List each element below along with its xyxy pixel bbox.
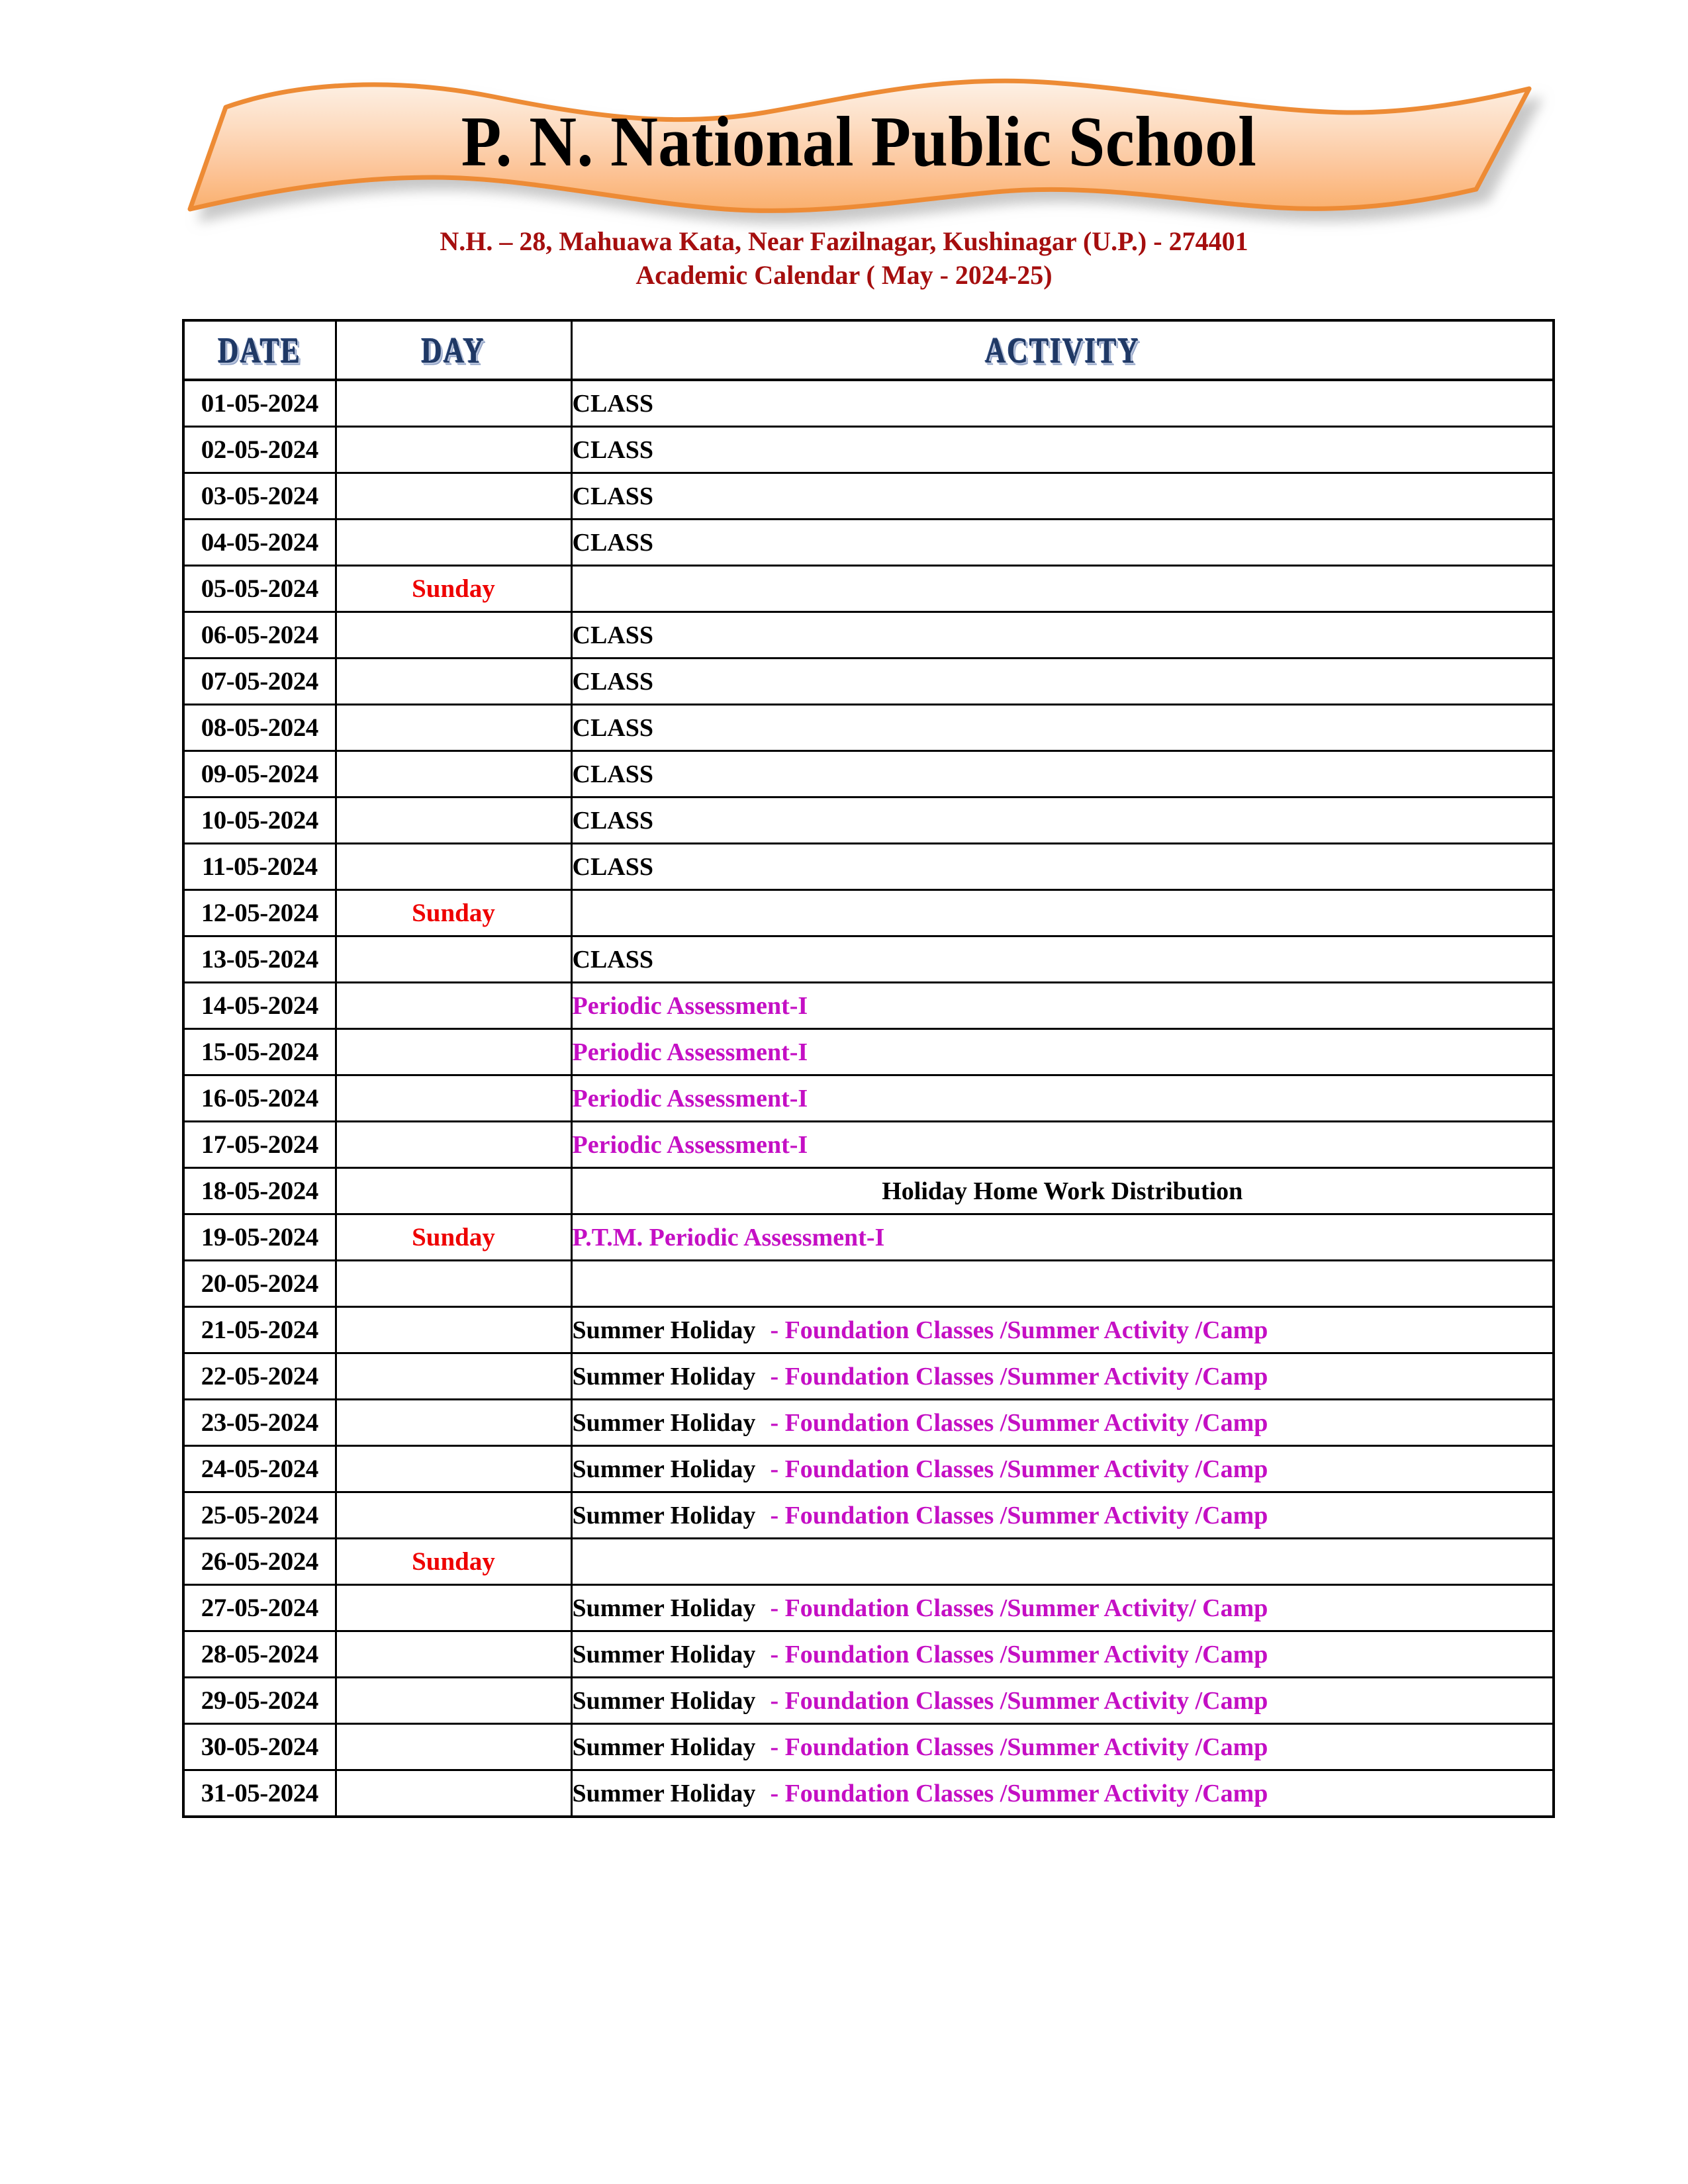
column-header-date-label: DATE (218, 330, 302, 371)
cell-activity (571, 1261, 1554, 1307)
cell-day: Sunday (336, 1539, 571, 1585)
cell-date: 21-05-2024 (183, 1307, 336, 1353)
table-row (183, 1122, 1554, 1168)
activity-primary-text: Summer Holiday (572, 1686, 756, 1715)
cell-day (336, 1446, 571, 1492)
activity-primary-text: CLASS (572, 435, 653, 464)
activity-primary-text: CLASS (572, 806, 653, 835)
activity-primary-text: CLASS (572, 389, 653, 418)
cell-day (336, 1492, 571, 1539)
table-row (183, 566, 1554, 612)
table-row (183, 1075, 1554, 1122)
cell-day: Sunday (336, 566, 571, 612)
activity-highlight-text: Periodic Assessment-I (572, 1038, 808, 1066)
table-row (183, 1261, 1554, 1307)
cell-activity (571, 1492, 1554, 1539)
activity-highlight-text: - Foundation Classes /Summer Activity /Camp (770, 1501, 1268, 1529)
activity-highlight-text: - Foundation Classes /Summer Activity /Camp (770, 1316, 1268, 1344)
table-row (183, 1307, 1554, 1353)
cell-date: 30-05-2024 (183, 1724, 336, 1770)
cell-day (336, 1029, 571, 1075)
cell-activity (571, 659, 1554, 705)
cell-date: 25-05-2024 (183, 1492, 336, 1539)
cell-day (336, 473, 571, 520)
table-row (183, 1168, 1554, 1214)
cell-day (336, 612, 571, 659)
activity-primary-text: CLASS (572, 852, 653, 881)
activity-primary-text: Summer Holiday (572, 1640, 756, 1668)
activity-highlight-text: Periodic Assessment-I (572, 1084, 808, 1113)
cell-date: 02-05-2024 (183, 427, 336, 473)
activity-highlight-text: - Foundation Classes /Summer Activity /Camp (770, 1779, 1268, 1807)
table-row (183, 751, 1554, 797)
cell-day (336, 1075, 571, 1122)
cell-day: Sunday (336, 890, 571, 936)
cell-activity (571, 1631, 1554, 1678)
cell-day (336, 1724, 571, 1770)
page-header (0, 0, 1688, 225)
activity-primary-text: CLASS (572, 667, 653, 696)
table-body (183, 380, 1554, 1817)
activity-highlight-text: - Foundation Classes /Summer Activity/ Camp (770, 1594, 1268, 1622)
cell-day: Sunday (336, 1214, 571, 1261)
cell-activity (571, 1724, 1554, 1770)
activity-primary-text: Summer Holiday (572, 1733, 756, 1761)
cell-date: 10-05-2024 (183, 797, 336, 844)
column-header-day-label: DAY (421, 330, 486, 371)
activity-highlight-text: - Foundation Classes /Summer Activity /Camp (770, 1733, 1268, 1761)
school-name: P. N. National Public School (461, 102, 1257, 181)
table-row (183, 936, 1554, 983)
activity-highlight-text: Periodic Assessment-I (572, 991, 808, 1020)
cell-activity (571, 1353, 1554, 1400)
column-header-day (336, 320, 571, 380)
activity-primary-text: Summer Holiday (572, 1779, 756, 1807)
cell-date: 29-05-2024 (183, 1678, 336, 1724)
table-row (183, 473, 1554, 520)
cell-day (336, 983, 571, 1029)
table-row (183, 1353, 1554, 1400)
table-row (183, 797, 1554, 844)
cell-activity (571, 890, 1554, 936)
activity-highlight-text: - Foundation Classes /Summer Activity /Camp (770, 1455, 1268, 1483)
cell-day (336, 380, 571, 427)
activity-primary-text: Summer Holiday (572, 1316, 756, 1344)
column-header-date (183, 320, 336, 380)
cell-date: 09-05-2024 (183, 751, 336, 797)
academic-calendar-table (182, 319, 1555, 1818)
table-row (183, 427, 1554, 473)
cell-date: 20-05-2024 (183, 1261, 336, 1307)
cell-day (336, 1261, 571, 1307)
cell-activity (571, 427, 1554, 473)
table-header-row (183, 320, 1554, 380)
cell-activity (571, 520, 1554, 566)
cell-date: 08-05-2024 (183, 705, 336, 751)
cell-activity (571, 1168, 1554, 1214)
cell-date: 15-05-2024 (183, 1029, 336, 1075)
cell-day (336, 844, 571, 890)
activity-primary-text: CLASS (572, 621, 653, 649)
cell-date: 05-05-2024 (183, 566, 336, 612)
table-row (183, 890, 1554, 936)
cell-date: 26-05-2024 (183, 1539, 336, 1585)
cell-day (336, 659, 571, 705)
cell-activity (571, 844, 1554, 890)
activity-primary-text: CLASS (572, 945, 653, 974)
cell-date: 11-05-2024 (183, 844, 336, 890)
table-row (183, 1770, 1554, 1817)
cell-activity (571, 380, 1554, 427)
cell-date: 16-05-2024 (183, 1075, 336, 1122)
cell-day (336, 1307, 571, 1353)
table-row (183, 659, 1554, 705)
cell-day (336, 751, 571, 797)
school-address: N.H. – 28, Mahuawa Kata, Near Fazilnagar, Kushinagar (U.P.) - 274401 (440, 226, 1248, 256)
table-row (183, 612, 1554, 659)
table-row (183, 1400, 1554, 1446)
activity-highlight-text: - Foundation Classes /Summer Activity /Camp (770, 1362, 1268, 1390)
table-row (183, 1539, 1554, 1585)
activity-primary-text: Summer Holiday (572, 1501, 756, 1529)
activity-primary-text: CLASS (572, 528, 653, 557)
cell-activity (571, 1585, 1554, 1631)
column-header-activity (571, 320, 1554, 380)
cell-activity (571, 1678, 1554, 1724)
activity-primary-text: CLASS (572, 760, 653, 788)
cell-date: 14-05-2024 (183, 983, 336, 1029)
cell-activity (571, 1029, 1554, 1075)
calendar-title: Academic Calendar ( May - 2024-25) (635, 260, 1053, 290)
table-row (183, 1492, 1554, 1539)
cell-activity (571, 936, 1554, 983)
cell-date: 06-05-2024 (183, 612, 336, 659)
cell-activity (571, 473, 1554, 520)
activity-primary-text: Summer Holiday (572, 1455, 756, 1483)
cell-activity (571, 1122, 1554, 1168)
cell-date: 18-05-2024 (183, 1168, 336, 1214)
cell-day (336, 936, 571, 983)
table-row (183, 1029, 1554, 1075)
cell-date: 04-05-2024 (183, 520, 336, 566)
table-row (183, 705, 1554, 751)
cell-day (336, 705, 571, 751)
table-row (183, 1678, 1554, 1724)
cell-date: 03-05-2024 (183, 473, 336, 520)
activity-primary-text: CLASS (572, 482, 653, 510)
cell-date: 23-05-2024 (183, 1400, 336, 1446)
cell-day (336, 797, 571, 844)
activity-primary-text: Summer Holiday (572, 1408, 756, 1437)
cell-activity (571, 1539, 1554, 1585)
activity-highlight-text: - Foundation Classes /Summer Activity /Camp (770, 1686, 1268, 1715)
cell-day (336, 1122, 571, 1168)
cell-activity (571, 797, 1554, 844)
column-header-activity-label: ACTIVITY (984, 330, 1140, 371)
cell-day (336, 427, 571, 473)
cell-activity (571, 1400, 1554, 1446)
school-name-banner (182, 73, 1536, 215)
cell-activity (571, 1307, 1554, 1353)
cell-activity (571, 1214, 1554, 1261)
table-row (183, 1214, 1554, 1261)
activity-highlight-text: Periodic Assessment-I (572, 1130, 808, 1159)
table-row (183, 1446, 1554, 1492)
cell-day (336, 1678, 571, 1724)
table-row (183, 1585, 1554, 1631)
cell-activity (571, 566, 1554, 612)
cell-day (336, 520, 571, 566)
activity-primary-text: Summer Holiday (572, 1594, 756, 1622)
cell-day (336, 1353, 571, 1400)
cell-date: 12-05-2024 (183, 890, 336, 936)
cell-date: 27-05-2024 (183, 1585, 336, 1631)
cell-activity (571, 1770, 1554, 1817)
cell-activity (571, 1075, 1554, 1122)
table-row (183, 1724, 1554, 1770)
activity-highlight-text: - Foundation Classes /Summer Activity /Camp (770, 1640, 1268, 1668)
activity-highlight-text: - Foundation Classes /Summer Activity /Camp (770, 1408, 1268, 1437)
activity-primary-text: Summer Holiday (572, 1362, 756, 1390)
cell-date: 01-05-2024 (183, 380, 336, 427)
cell-date: 31-05-2024 (183, 1770, 336, 1817)
cell-day (336, 1400, 571, 1446)
calendar-table-wrapper (0, 319, 1688, 1818)
cell-activity (571, 612, 1554, 659)
cell-activity (571, 751, 1554, 797)
table-row (183, 520, 1554, 566)
table-row (183, 844, 1554, 890)
cell-date: 13-05-2024 (183, 936, 336, 983)
table-row (183, 983, 1554, 1029)
cell-date: 07-05-2024 (183, 659, 336, 705)
cell-date: 28-05-2024 (183, 1631, 336, 1678)
table-row (183, 380, 1554, 427)
cell-activity (571, 983, 1554, 1029)
activity-highlight-text: P.T.M. Periodic Assessment-I (572, 1223, 885, 1251)
activity-primary-text: Holiday Home Work Distribution (882, 1177, 1243, 1205)
cell-activity (571, 705, 1554, 751)
school-subtitle-block (0, 225, 1688, 293)
cell-activity (571, 1446, 1554, 1492)
cell-date: 17-05-2024 (183, 1122, 336, 1168)
cell-day (336, 1168, 571, 1214)
activity-primary-text: CLASS (572, 713, 653, 742)
cell-day (336, 1585, 571, 1631)
cell-date: 19-05-2024 (183, 1214, 336, 1261)
cell-date: 24-05-2024 (183, 1446, 336, 1492)
cell-day (336, 1770, 571, 1817)
cell-day (336, 1631, 571, 1678)
cell-date: 22-05-2024 (183, 1353, 336, 1400)
table-row (183, 1631, 1554, 1678)
